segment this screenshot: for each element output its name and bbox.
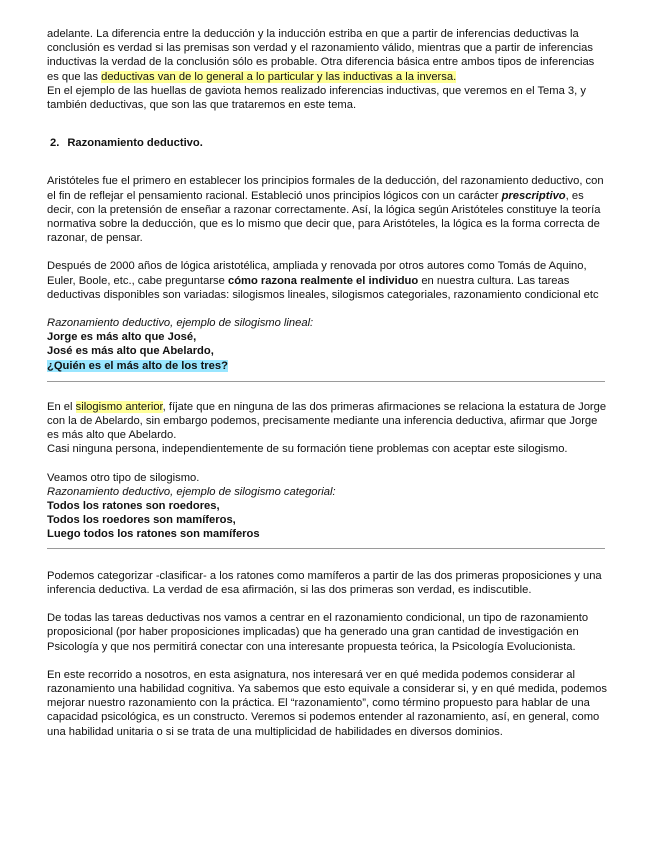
- example1-premise-2: José es más alto que Abelardo,: [47, 345, 214, 358]
- silogismo-paragraph: En el silogismo anterior, fíjate que en ninguna de las dos primeras afirmaciones se relaciona la estatura de Jorge con la de Abelardo, sin embargo podemos, precisamente mediante una inferencia deductiva, afirmar que Jorge es más alto que Abelardo.: [47, 400, 607, 442]
- example2-conclusion: Luego todos los ratones son mamíferos: [47, 528, 260, 541]
- highlight-silogismo-anterior: silogismo anterior: [75, 400, 163, 413]
- example2-lead: Veamos otro tipo de silogismo.: [47, 471, 200, 484]
- categorizar-paragraph: Podemos categorizar -clasificar- a los ratones como mamíferos a partir de las dos primeras proposiciones y una inferencia deductiva. La verdad de esa afirmación, si las dos primeras son verdad, es indiscutible.: [47, 569, 602, 596]
- silogismo-paragraph-2: Casi ninguna persona, independientemente de su formación tiene problemas con aceptar este silogismo.: [47, 443, 568, 456]
- prescriptivo-term: prescriptivo: [501, 189, 566, 202]
- document-page: [47, 27, 609, 739]
- example1-question: ¿Quién es el más alto de los tres?: [47, 359, 228, 372]
- example1-caption: Razonamiento deductivo, ejemplo de silogismo lineal:: [47, 317, 314, 330]
- example2-premise-1: Todos los ratones son roedores,: [47, 500, 220, 513]
- tareas-paragraph: De todas las tareas deductivas nos vamos a centrar en el razonamiento condicional, un tipo de razonamiento proposicional (por haber proposiciones implicadas) que ha generado una gran cantidad de investigación en Psicología y que nos permitirá conectar con una interesante propuesta teórica, la Psicología Evolucionista.: [47, 612, 589, 653]
- despues-paragraph: Después de 2000 años de lógica aristotélica, ampliada y renovada por otros autores como Tomás de Aquino, Euler, Boole, etc., cabe preguntarse cómo razona realmente el individuo en nuestra cultura. Las tareas deductivas disponibles son variadas: silogismos lineales, silogismos categoriales, razonamiento condicional etc: [47, 260, 599, 301]
- recorrido-paragraph: En este recorrido a nosotros, en esta asignatura, nos interesará ver en qué medida podemos considerar al razonamiento una habilidad cognitiva. Ya sabemos que esto equivale a considerar si, y en qué medida, podemos mejorar nuestro razonamiento con la práctica. El “razonamiento”, como término propuesto para hablar de una capacidad psicológica, es un constructo. Veremos si podemos entender al razonamiento, así, en general, como una habilidad unitaria o si se trata de una multiplicidad de habilidades en diversos dominios.: [47, 668, 607, 738]
- intro-paragraph-2: En el ejemplo de las huellas de gaviota hemos realizado inferencias inductivas, que veremos en el Tema 3, y también deductivas, que son las que trataremos en este tema.: [47, 84, 586, 112]
- example2-premise-2: Todos los roedores son mamíferos,: [47, 514, 236, 527]
- intro-paragraph: adelante. La diferencia entre la deducción y la inducción estriba en que a partir de inferencias deductivas la conclusión es verdad si las premisas son verdad y el razonamiento válido, mientras que a partir de inferencias inductivas la verdad de la conclusión sólo es probable. Otra diferencia básica entre ambos tipos de inferencias es que las deductivas van de lo general a lo particular y las inductivas a la inversa.: [47, 28, 595, 83]
- highlight-deductivas: deductivas van de lo general a lo particular y las inductivas a la inversa.: [101, 70, 457, 83]
- como-razona-term: cómo razona realmente el individuo: [227, 274, 419, 287]
- example2-caption: Razonamiento deductivo, ejemplo de silogismo categorial:: [47, 485, 336, 498]
- section-heading: 2. Razonamiento deductivo.: [50, 137, 203, 150]
- aristoteles-paragraph: Aristóteles fue el primero en establecer los principios formales de la deducción, del razonamiento deductivo, con el fin de reflejar el pensamiento racional. Estableció unos principios lógicos con un carácter prescriptivo, es decir, con la pretensión de enseñar a razonar correctamente. Así, la lógica según Aristóteles constituye la teoría normativa sobre la deducción, que es lo mismo que decir que, para Aristóteles, la lógica es la forma correcta de razonar, de pensar.: [47, 175, 604, 245]
- example1-premise-1: Jorge es más alto que José,: [47, 331, 197, 344]
